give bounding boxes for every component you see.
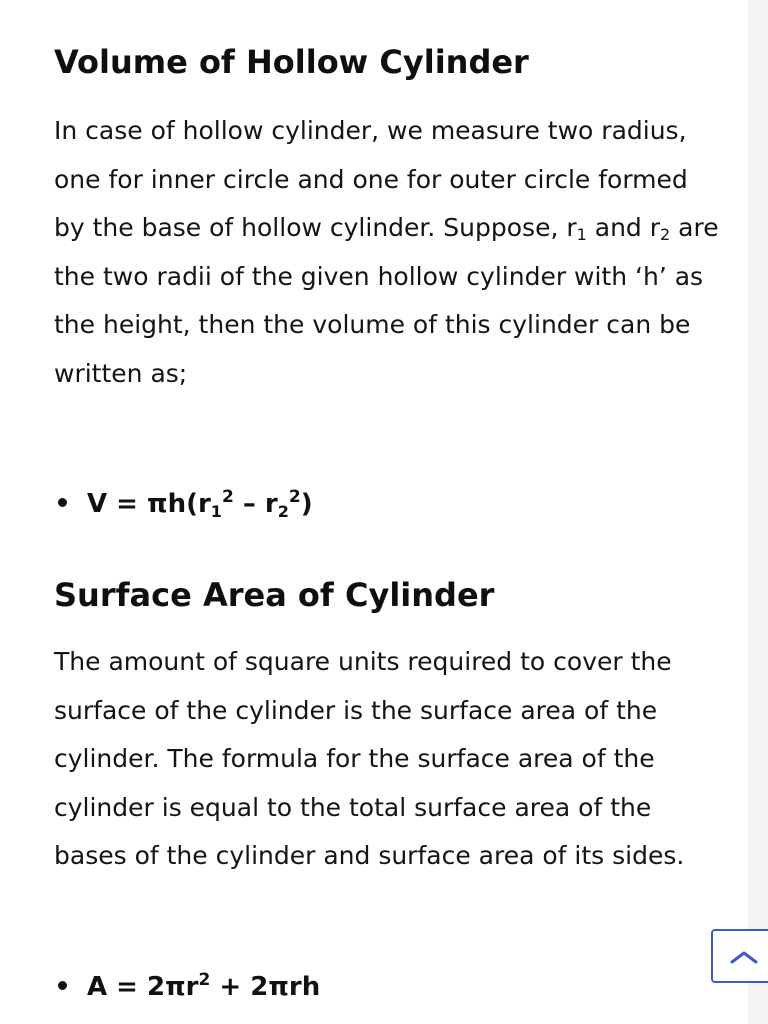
bullet-icon (58, 498, 67, 507)
paragraph-volume-text-2: and r (586, 213, 661, 243)
paragraph-volume-text-1: In case of hollow cylinder, we measure two radius, one for inner circle and one for outer circle formed by the base of hollow cylinder. Suppose, r (54, 116, 688, 243)
formula-volume-hollow-cylinder (58, 486, 313, 522)
formula-volume-sub-2: 2 (277, 502, 289, 521)
formula-volume-sup-2: 2 (288, 487, 301, 507)
formula-surface-area (58, 969, 320, 1005)
paragraph-volume-text-3: are the two radii of the given hollow cylinder with ‘h’ as the height, then the volume of this cylinder can be written as; (54, 213, 719, 388)
formula-volume-part-a: V = πh(r (87, 489, 211, 519)
formula-volume-part-g: ) (300, 489, 313, 519)
heading-surface-area-cylinder: Surface Area of Cylinder (54, 576, 495, 614)
heading-volume-hollow-cylinder: Volume of Hollow Cylinder (54, 43, 529, 81)
paragraph-surface-area: The amount of square units required to cover the surface of the cylinder is the surface area of the cylinder. The formula for the surface area of the cylinder is equal to the total surface area of the bases of the cylinder and surface area of its sides. (54, 647, 685, 871)
formula-volume-sup-1: 2 (221, 487, 234, 507)
paragraph-volume (54, 107, 726, 399)
formula-surface-part-a: A = 2πr (87, 972, 199, 1002)
formula-volume-part-d: – r (233, 489, 278, 519)
formula-volume-sub-1: 1 (210, 502, 222, 521)
chevron-up-icon (729, 948, 759, 966)
formula-surface-part-c: + 2πrh (210, 972, 321, 1002)
subscript-r2: 2 (660, 225, 671, 245)
bullet-icon (58, 981, 67, 990)
scroll-to-top-button[interactable] (711, 929, 768, 983)
formula-surface-sup: 2 (198, 970, 211, 990)
subscript-r1: 1 (576, 225, 587, 245)
